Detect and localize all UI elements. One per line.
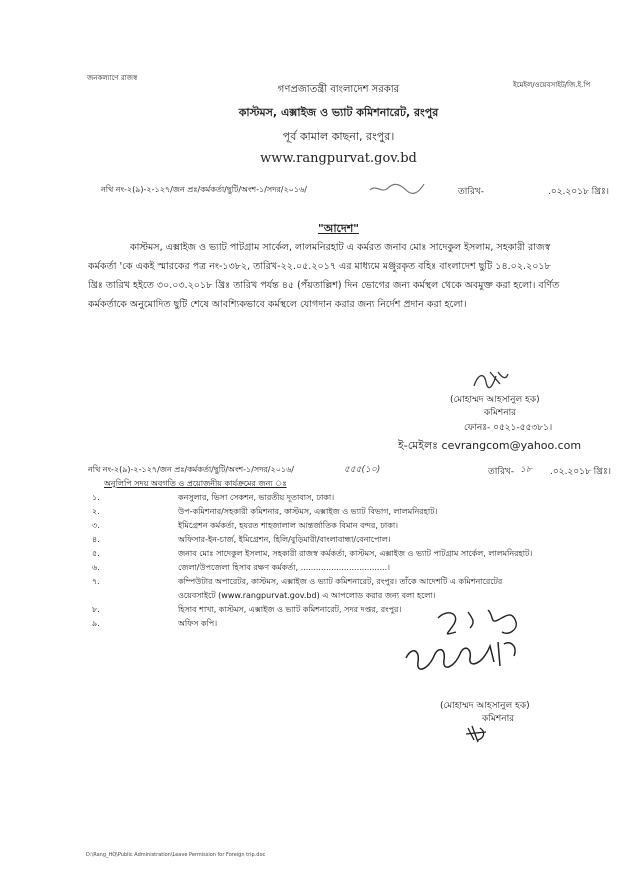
website: www.rangpurvat.gov.bd — [260, 151, 417, 166]
copy-heading: অনুলিপি সদয় অবগতি ও প্রয়োজনীয় কার্যক্রমের জন্য ঃ — [104, 479, 287, 488]
body-line: খ্রিঃ তারিখ হইতে ৩০.০৩.২০১৮ খ্রিঃ তারিখ পর্যন্ত ৪৫ (পঁয়তাল্লিশ) দিন ভোগের জন্য কর্মস্থল থেকে অবমুক্ত করা হলো। বর্ণিত — [88, 280, 560, 291]
letterhead — [0, 82, 637, 166]
order-body — [88, 238, 600, 314]
order-title: "আদেশ" — [318, 222, 360, 235]
signer-2-title: কমিশনার — [482, 714, 515, 724]
handwritten-date: ১৮ — [520, 465, 532, 475]
signature-1 — [470, 368, 510, 392]
date-label-2: তারিখ- — [488, 467, 515, 477]
signer-2-name: (মোহাম্মদ আহসানুল হক) — [440, 701, 530, 711]
body-line: কাস্টমস, এক্সাইজ ও ভ্যাট পাটগ্রাম সার্কেল, লালমনিরহাট এ কর্মরত জনাব মোঃ সাদেকুল ইসলাম, সহকারী রাজস্ব — [130, 242, 551, 253]
email-text: ই-মেইলঃ cevrangcom@yahoo.com — [398, 439, 582, 452]
file-number-2: নথি নং-২(৯)-২-১২৭/জন প্রঃ/কর্মকর্তা/ছুটি/অংশ-১/সদর/২০১৬/ — [88, 465, 294, 474]
signature-2 — [398, 606, 538, 678]
handwritten-number — [368, 180, 428, 196]
signer-1-name: (মোহাম্মদ আহসানুল হক) — [450, 395, 540, 405]
body-line: কর্মকর্তা 'কে একই স্মারকের পত্র নং-১৩৮২, তারিখ-২২.০৫.২০১৭ এর মাধ্যমে মঞ্জুরকৃত বহিঃ বাংলাদেশ ছুটি ১৪.০২.২০১৮ — [88, 261, 551, 272]
signer-1-title: কমিশনার — [484, 408, 517, 418]
initials-mark — [464, 724, 490, 744]
motto: জনকল্যাণে রাজস্ব — [87, 74, 138, 82]
address-line: পূর্ব কামাল কাছনা, রংপুর। — [282, 130, 395, 143]
signer-1-email — [398, 437, 581, 456]
body-line: কর্মকর্তাকে অনুমোদিত ছুটি শেষে আবশ্যিকভাবে কর্মস্থলে যোগদান করার জন্য নির্দেশ প্রদান করা হলো। — [88, 299, 467, 310]
footer-file-path: D:\Rang_HQ\Public Administration\Leave Permission for Foreign trip.doc — [86, 852, 266, 858]
date-value: .০২.২০১৮ খ্রিঃ। — [548, 187, 609, 197]
govt-line: গণপ্রজাতন্ত্রী বাংলাদেশ সরকার — [277, 84, 400, 95]
top-right-label: ইমেইল/ওয়েবসাইট/জি.ই.পি — [513, 81, 591, 89]
handwritten-file-suffix: ৫৫৫(১০) — [344, 465, 381, 475]
signer-1-phone: ফোনঃ- ০৫২১-৫৫৩৮১। — [464, 423, 553, 433]
office-line: কাস্টমস, এক্সাইজ ও ভ্যাট কমিশনারেট, রংপুর — [238, 106, 439, 119]
file-number: নথি নং-২(৯)-২-১২৭/জন প্রঃ/কর্মকর্তা/ছুটি/অংশ-১/সদর/২০১৬/ — [101, 185, 307, 194]
date-label: তারিখ- — [458, 187, 485, 197]
date-value-2: .০২.২০১৮ খ্রিঃ। — [550, 467, 611, 477]
